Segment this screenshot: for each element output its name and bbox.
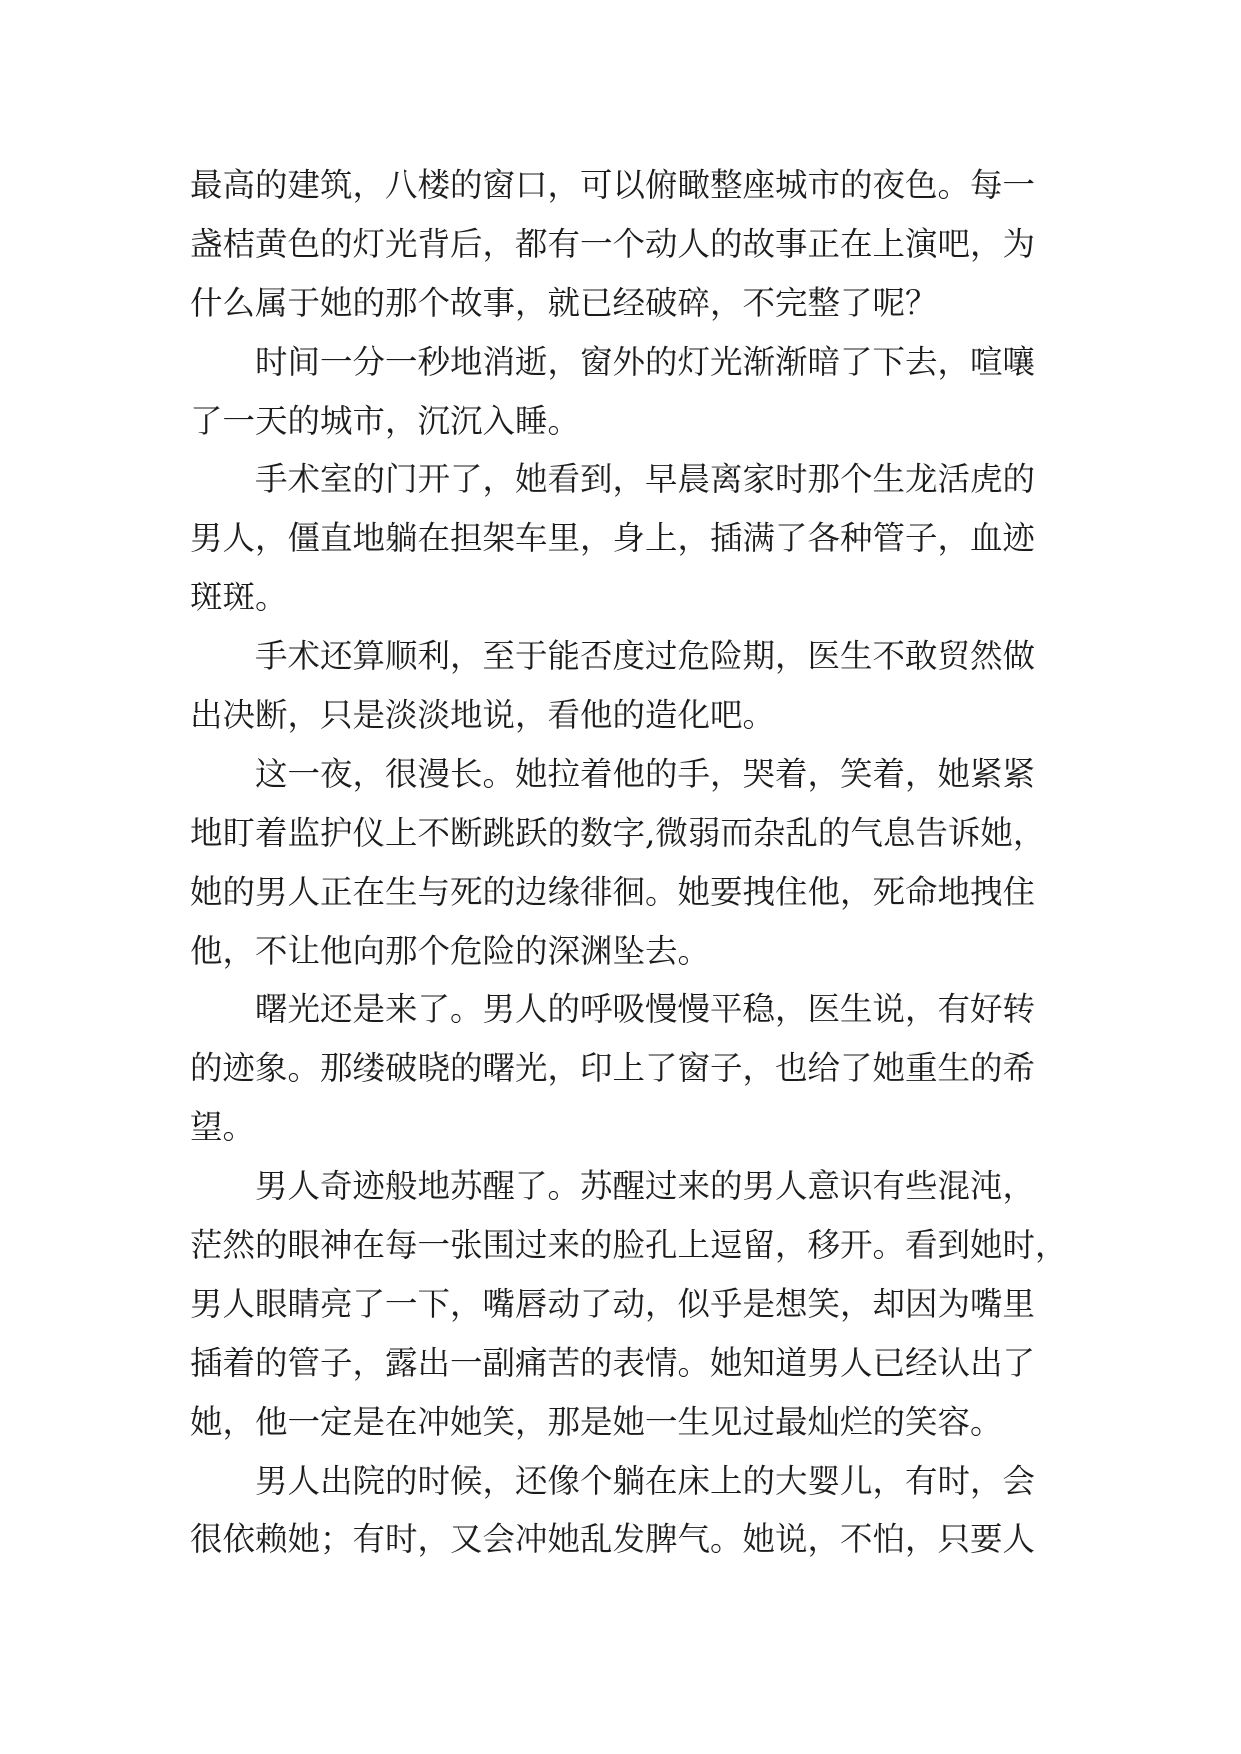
- text-line: 男人出院的时候，还像个躺在床上的大婴儿，有时，会: [255, 1461, 1036, 1500]
- text-line: 他，不让他向那个危险的深渊坠去。: [190, 931, 711, 970]
- text-line: 手术还算顺利，至于能否度过危险期，医生不敢贸然做: [255, 637, 1036, 676]
- text-line: 什么属于她的那个故事，就已经破碎，不完整了呢？: [190, 283, 938, 322]
- text-line: 曙光还是来了。男人的呼吸慢慢平稳，医生说，有好转: [255, 990, 1036, 1029]
- text-line: 盏桔黄色的灯光背后，都有一个动人的故事正在上演吧，为: [190, 224, 1036, 263]
- text-line: 男人，僵直地躺在担架车里，身上，插满了各种管子，血迹: [190, 519, 1036, 558]
- text-line: 了一天的城市，沉沉入睡。: [190, 401, 581, 440]
- text-line: 望。: [190, 1108, 256, 1147]
- text-line: 手术室的门开了，她看到，早晨离家时那个生龙活虎的: [255, 460, 1036, 499]
- text-line: 她的男人正在生与死的边缘徘徊。她要拽住他，死命地拽住: [190, 872, 1036, 911]
- text-line: 插着的管子，露出一副痛苦的表情。她知道男人已经认出了: [190, 1343, 1036, 1382]
- text-line: 茫然的眼神在每一张围过来的脸孔上逗留，移开。看到她时，: [190, 1226, 1068, 1265]
- text-line: 这一夜，很漫长。她拉着他的手，哭着，笑着，她紧紧: [255, 754, 1036, 793]
- document-body: [190, 156, 1070, 1569]
- text-line: 出决断，只是淡淡地说，看他的造化吧。: [190, 696, 776, 735]
- text-line: 时间一分一秒地消逝，窗外的灯光渐渐暗了下去，喧嚷: [255, 342, 1036, 381]
- text-line: 男人奇迹般地苏醒了。苏醒过来的男人意识有些混沌，: [255, 1167, 1036, 1206]
- text-line: 的迹象。那缕破晓的曙光，印上了窗子，也给了她重生的希: [190, 1049, 1036, 1088]
- text-line: 男人眼睛亮了一下，嘴唇动了动，似乎是想笑，却因为嘴里: [190, 1284, 1036, 1323]
- text-line: 最高的建筑，八楼的窗口，可以俯瞰整座城市的夜色。每一: [190, 166, 1036, 204]
- text-line: 地盯着监护仪上不断跳跃的数字,微弱而杂乱的气息告诉她，: [190, 813, 1046, 852]
- text-line: 斑斑。: [190, 578, 288, 617]
- text-line: 很依赖她；有时，又会冲她乱发脾气。她说，不怕，只要人: [190, 1520, 1036, 1559]
- text-line: 她，他一定是在冲她笑，那是她一生见过最灿烂的笑容。: [190, 1402, 1003, 1441]
